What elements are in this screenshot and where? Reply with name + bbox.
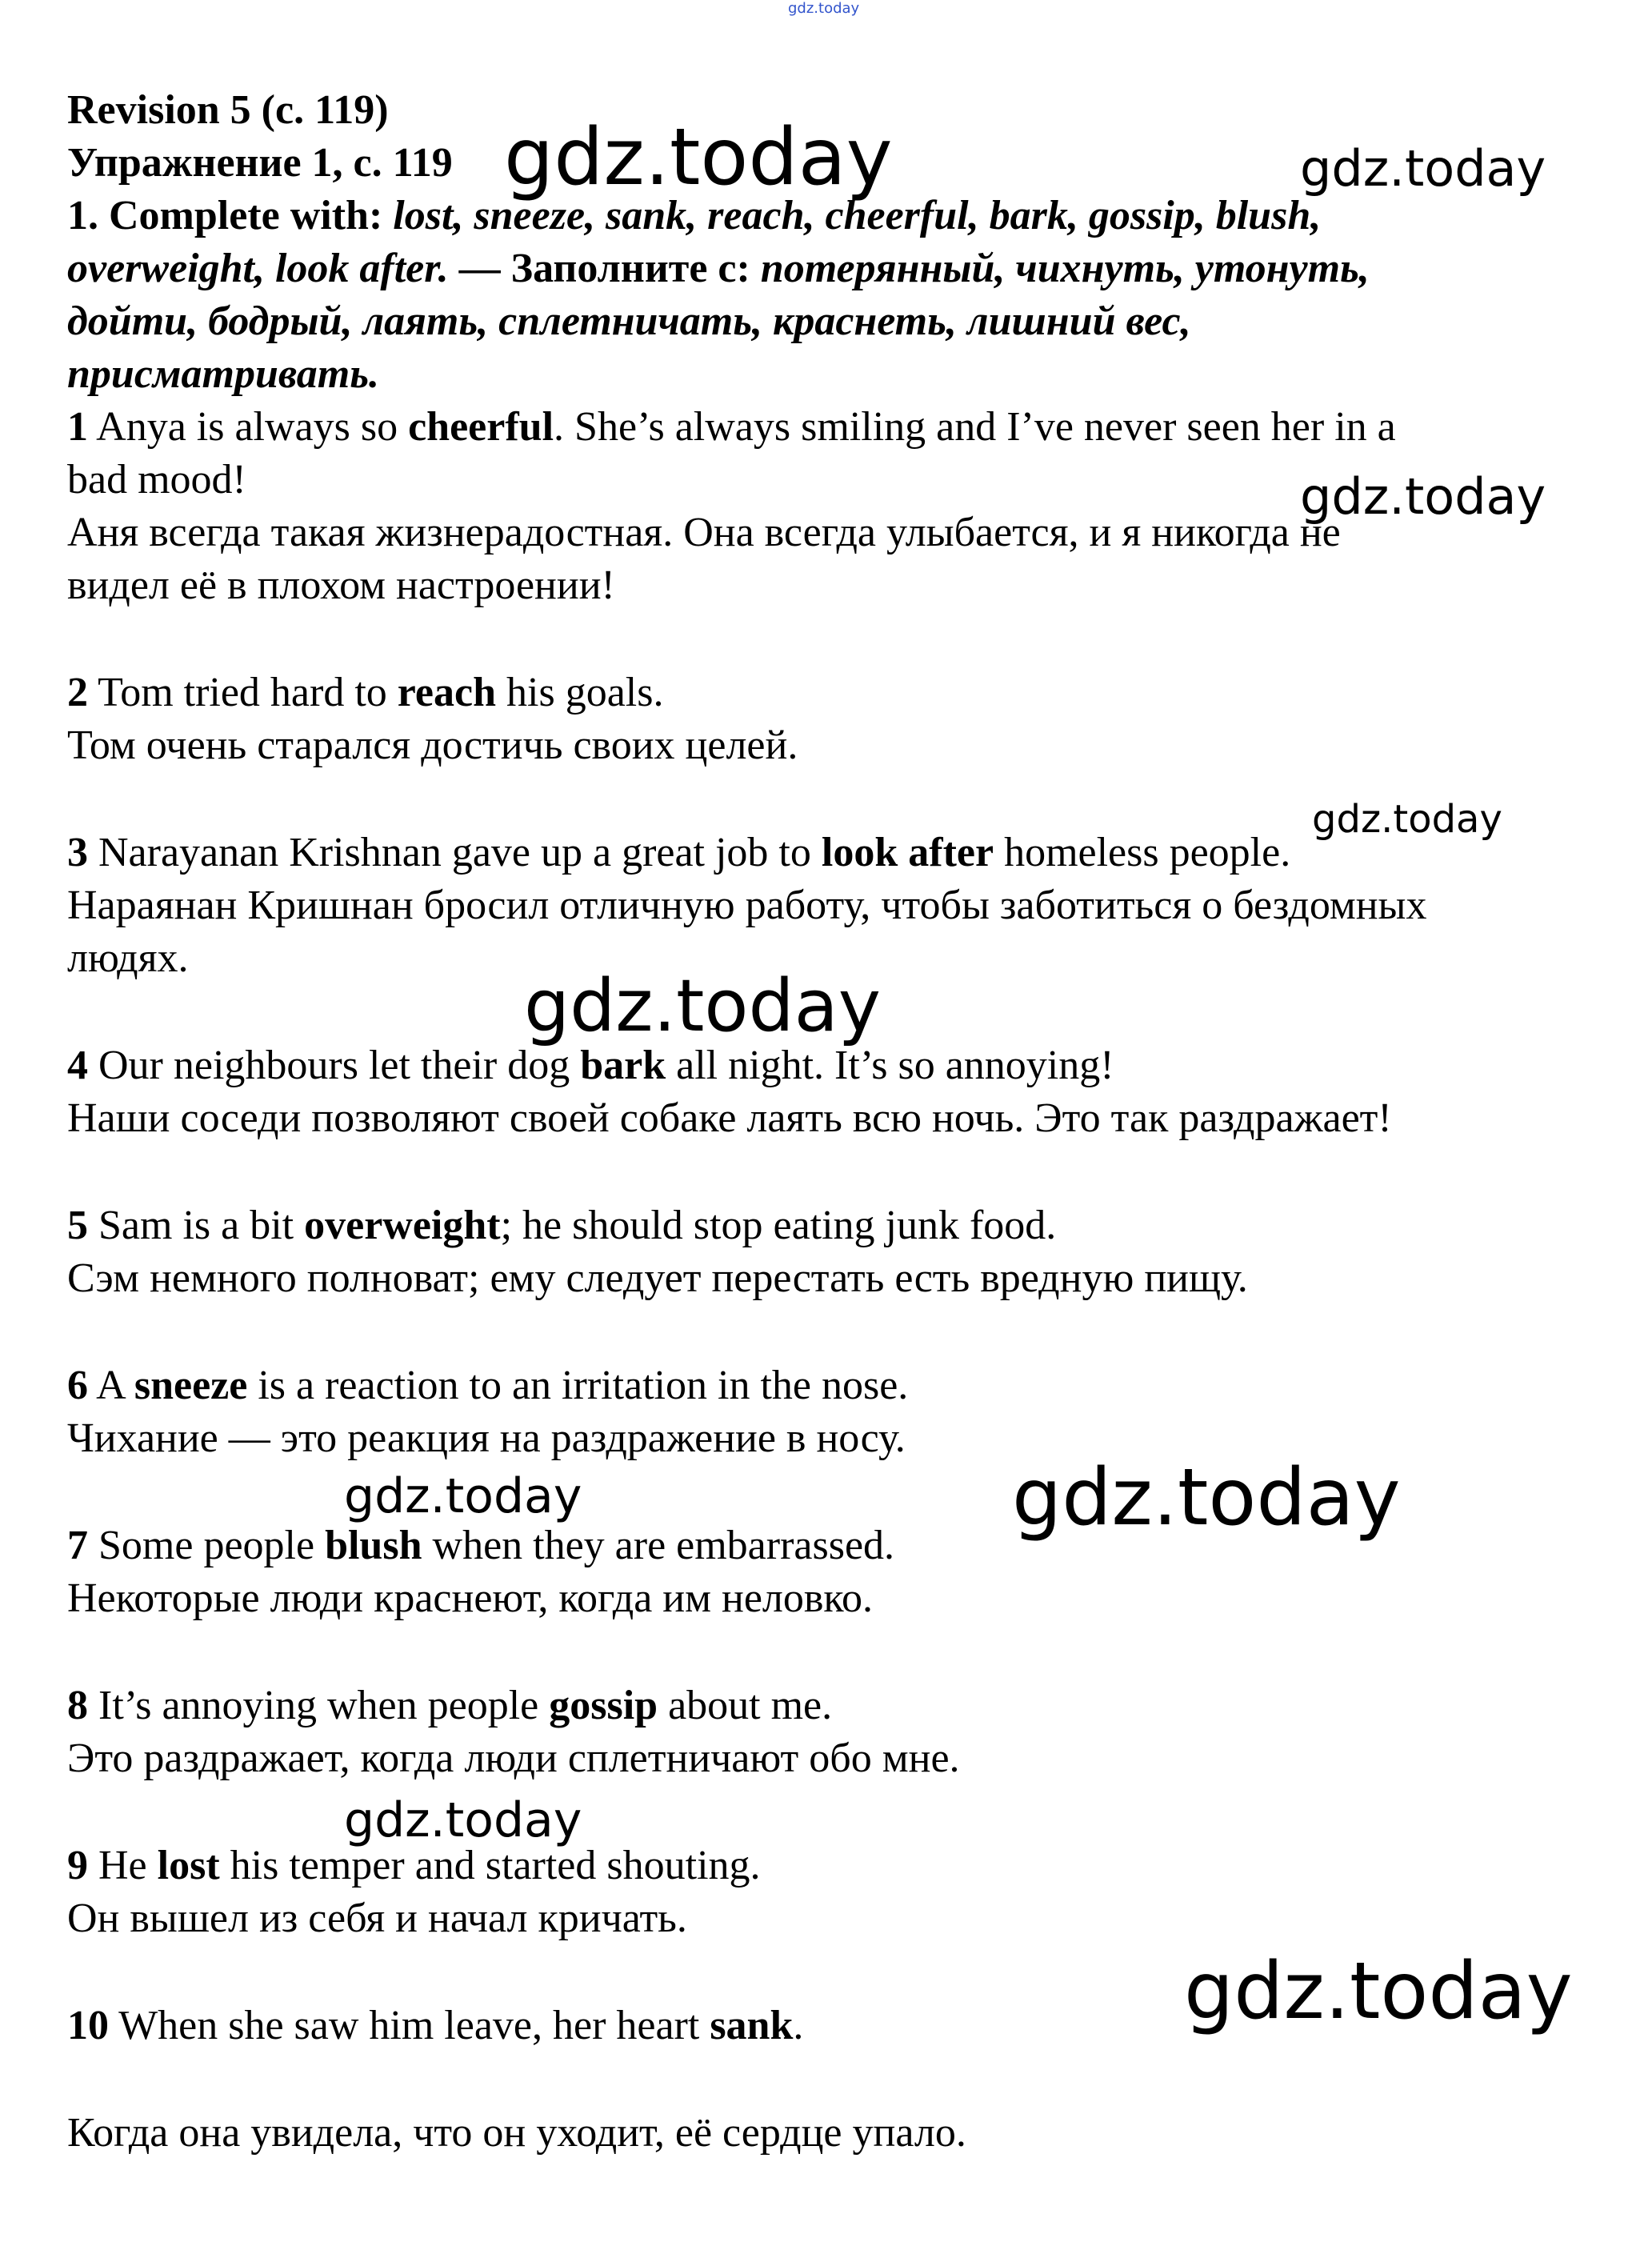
task-dash-ru: — Заполните с: [458, 246, 750, 291]
answer-word: look after [821, 830, 994, 875]
item-8-en [67, 1679, 832, 1732]
item-number: 4 [67, 1043, 88, 1088]
task-line-2 [67, 242, 1370, 295]
item-text: A [96, 1363, 124, 1408]
item-text: . She’s always smiling and I’ve never seen her in a [554, 404, 1396, 450]
answer-word: sank [710, 2003, 794, 2048]
item-5-ru: Сэм немного полноват; ему следует перестать есть вредную пищу. [67, 1255, 1248, 1301]
item-number: 8 [67, 1683, 88, 1728]
item-text: his temper and started shouting. [230, 1843, 761, 1888]
item-text: Our neighbours let their dog [98, 1043, 570, 1088]
item-4-ru: Наши соседи позволяют своей собаке лаять всю ночь. Это так раздражает! [67, 1095, 1392, 1141]
item-text: Anya is always so [96, 404, 398, 450]
watermark-top-small: gdz.today [788, 0, 860, 17]
watermark-right-1: gdz.today [1300, 139, 1546, 198]
item-text: It’s annoying when people [98, 1683, 539, 1728]
item-text: about me. [668, 1683, 833, 1728]
task-number: 1. [67, 193, 98, 238]
item-1-ru-line-2: видел её в плохом настроении! [67, 563, 615, 608]
watermark-center: gdz.today [524, 964, 882, 1048]
watermark-large: gdz.today [504, 112, 893, 203]
item-2-ru: Том очень старался достичь своих целей. [67, 723, 798, 768]
item-number: 3 [67, 830, 88, 875]
watermark-right-2: gdz.today [1300, 467, 1546, 526]
item-text: . [793, 2003, 804, 2048]
answer-word: gossip [549, 1683, 658, 1728]
task-lead: Complete with: [109, 193, 383, 238]
item-1-en-line-1 [67, 401, 1396, 454]
answer-word: sneeze [134, 1363, 248, 1408]
item-10-ru: Когда она увидела, что он уходит, её сердце упало. [67, 2110, 966, 2156]
answer-word: bark [580, 1043, 666, 1088]
task-line-1 [67, 190, 1321, 242]
item-text: When she saw him leave, her heart [118, 2003, 700, 2048]
item-8-ru: Это раздражает, когда люди сплетничают обо мне. [67, 1736, 960, 1781]
item-7-ru: Некоторые люди краснеют, когда им неловко. [67, 1575, 874, 1621]
item-3-en [67, 827, 1290, 879]
item-number: 10 [67, 2003, 109, 2048]
item-number: 7 [67, 1523, 88, 1568]
item-6-en [67, 1359, 908, 1412]
watermark-bottom-large: gdz.today [1184, 1946, 1573, 2037]
answer-word: blush [325, 1523, 422, 1568]
item-3-ru-line-2: людях. [67, 935, 189, 981]
item-text: his goals. [506, 670, 664, 715]
item-number: 6 [67, 1363, 88, 1408]
answer-word: overweight [304, 1203, 501, 1248]
item-text: Tom tried hard to [98, 670, 387, 715]
answer-word: cheerful [408, 404, 554, 450]
item-number: 9 [67, 1843, 88, 1888]
item-text: when they are embarrassed. [432, 1523, 895, 1568]
item-10-en [67, 2000, 803, 2052]
item-9-ru: Он вышел из себя и начал кричать. [67, 1896, 687, 1941]
task-words-2: overweight, look after. [67, 246, 449, 291]
item-4-en [67, 1039, 1114, 1092]
page-title: Revision 5 (с. 119) [67, 87, 389, 133]
task-words-1: lost, sneeze, sank, reach, cheerful, bark, gossip, blush, [393, 193, 1322, 238]
task-ru-words-2: дойти, бодрый, лаять, сплетничать, краснеть, лишний вес, [67, 298, 1191, 344]
item-6-ru: Чихание — это реакция на раздражение в носу. [67, 1415, 906, 1461]
item-3-ru-line-1: Нараянан Кришнан бросил отличную работу, чтобы заботиться о бездомных [67, 883, 1427, 928]
item-number: 1 [67, 404, 88, 450]
watermark-mid-large: gdz.today [1012, 1452, 1401, 1543]
item-text: Narayanan Krishnan gave up a great job to [98, 830, 811, 875]
item-number: 2 [67, 670, 88, 715]
watermark-left-1: gdz.today [344, 1468, 582, 1524]
exercise-heading: Упражнение 1, с. 119 [67, 140, 453, 186]
watermark-left-2: gdz.today [344, 1792, 582, 1848]
watermark-right-3: gdz.today [1312, 797, 1502, 842]
item-text: He [98, 1843, 147, 1888]
item-text: all night. It’s so annoying! [676, 1043, 1114, 1088]
answer-word: reach [397, 670, 497, 715]
item-1-ru-line-1: Аня всегда такая жизнерадостная. Она всегда улыбается, и я никогда не [67, 510, 1341, 555]
item-text: homeless people. [1004, 830, 1291, 875]
item-text: Sam is a bit [98, 1203, 294, 1248]
item-text: ; he should stop eating junk food. [500, 1203, 1057, 1248]
item-5-en [67, 1199, 1056, 1252]
item-text: Some people [98, 1523, 315, 1568]
item-1-en-line-2: bad mood! [67, 457, 246, 502]
item-7-en [67, 1519, 894, 1572]
item-text: is a reaction to an irritation in the nose. [258, 1363, 909, 1408]
task-ru-words-3: присматривать. [67, 351, 379, 397]
item-number: 5 [67, 1203, 88, 1248]
task-ru-words-1: потерянный, чихнуть, утонуть, [760, 246, 1370, 291]
item-2-en [67, 667, 663, 719]
answer-word: lost [157, 1843, 220, 1888]
item-9-en [67, 1840, 761, 1892]
